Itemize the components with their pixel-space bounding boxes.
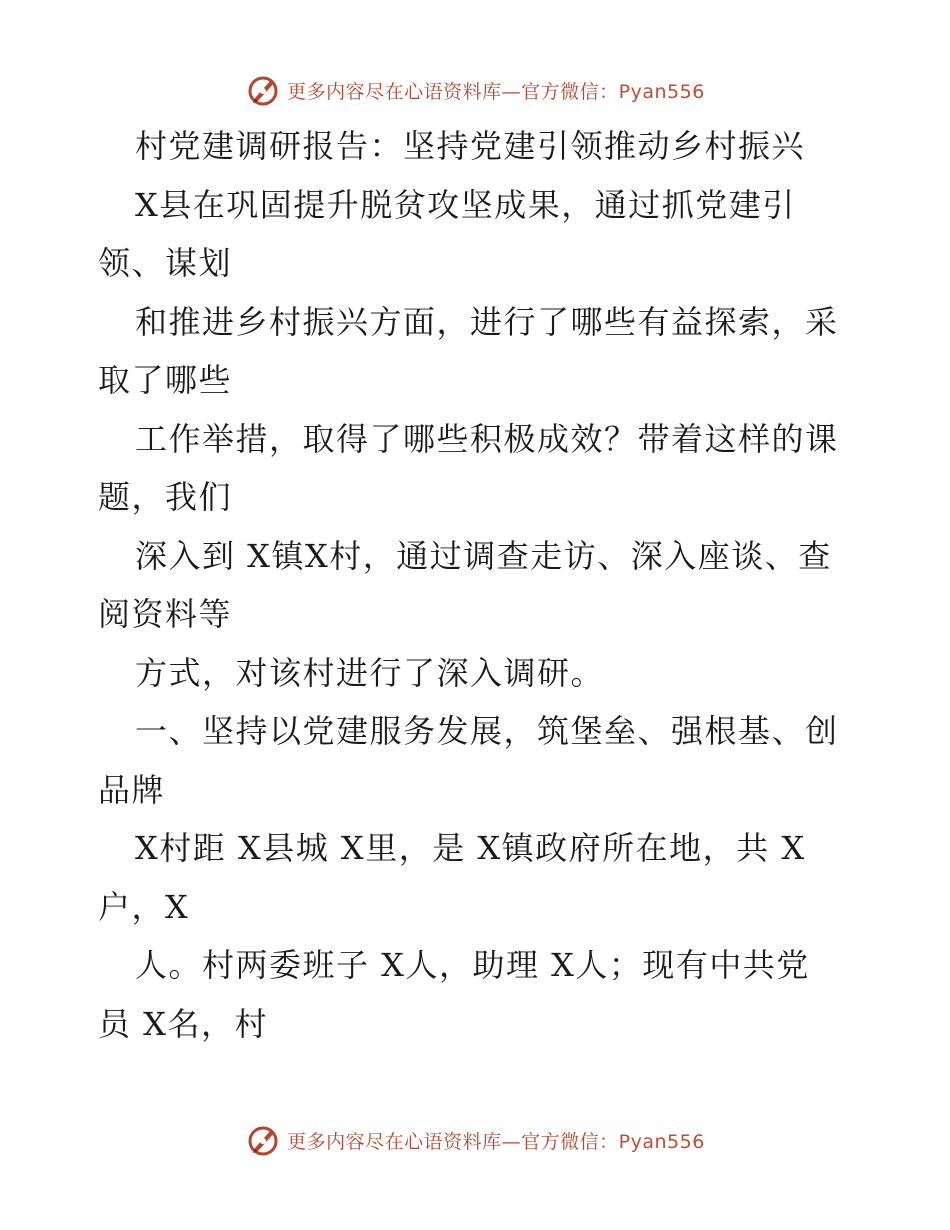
text-line: X县在巩固提升脱贫攻坚成果，通过抓党建引: [135, 185, 796, 224]
watermark-banner-bottom: [0, 1120, 950, 1160]
document-body: [98, 117, 858, 1053]
watermark-text: 更多内容尽在心语资料库—官方微信：Pyan556: [287, 1130, 705, 1153]
text-line: 和推进乡村振兴方面，进行了哪些有益探索，采: [135, 302, 839, 341]
text-line: 一、坚持以党建服务发展，筑堡垒、强根基、创: [135, 712, 839, 750]
watermark-banner-top: [0, 70, 950, 110]
text-line: 人。村两委班子 X人，助理 X人；现有中共党: [135, 946, 810, 984]
pen-logo-icon: [245, 1122, 281, 1158]
text-line: 员 X名，村: [98, 1004, 268, 1043]
text-line: 户，X: [98, 887, 190, 926]
text-line: 工作举措，取得了哪些积极成效？带着这样的课: [135, 419, 839, 458]
text-line: 取了哪些: [98, 361, 233, 399]
text-line: 品牌: [98, 770, 166, 809]
watermark-text: 更多内容尽在心语资料库—官方微信：Pyan556: [287, 80, 705, 103]
text-line: 题，我们: [98, 478, 233, 516]
wechat-id: Pyan556: [618, 80, 705, 103]
wechat-id: Pyan556: [618, 1130, 705, 1153]
text-line: X村距 X县城 X里，是 X镇政府所在地，共 X: [135, 829, 806, 867]
text-line: 阅资料等: [98, 595, 233, 633]
text-line: 领、谋划: [98, 244, 233, 282]
text-line: 深入到 X镇X村，通过调查走访、深入座谈、查: [135, 536, 832, 575]
text-line: 方式，对该村进行了深入调研。: [135, 653, 605, 692]
pen-logo-icon: [245, 72, 281, 108]
text-line: 村党建调研报告：坚持党建引领推动乡村振兴: [135, 127, 806, 165]
